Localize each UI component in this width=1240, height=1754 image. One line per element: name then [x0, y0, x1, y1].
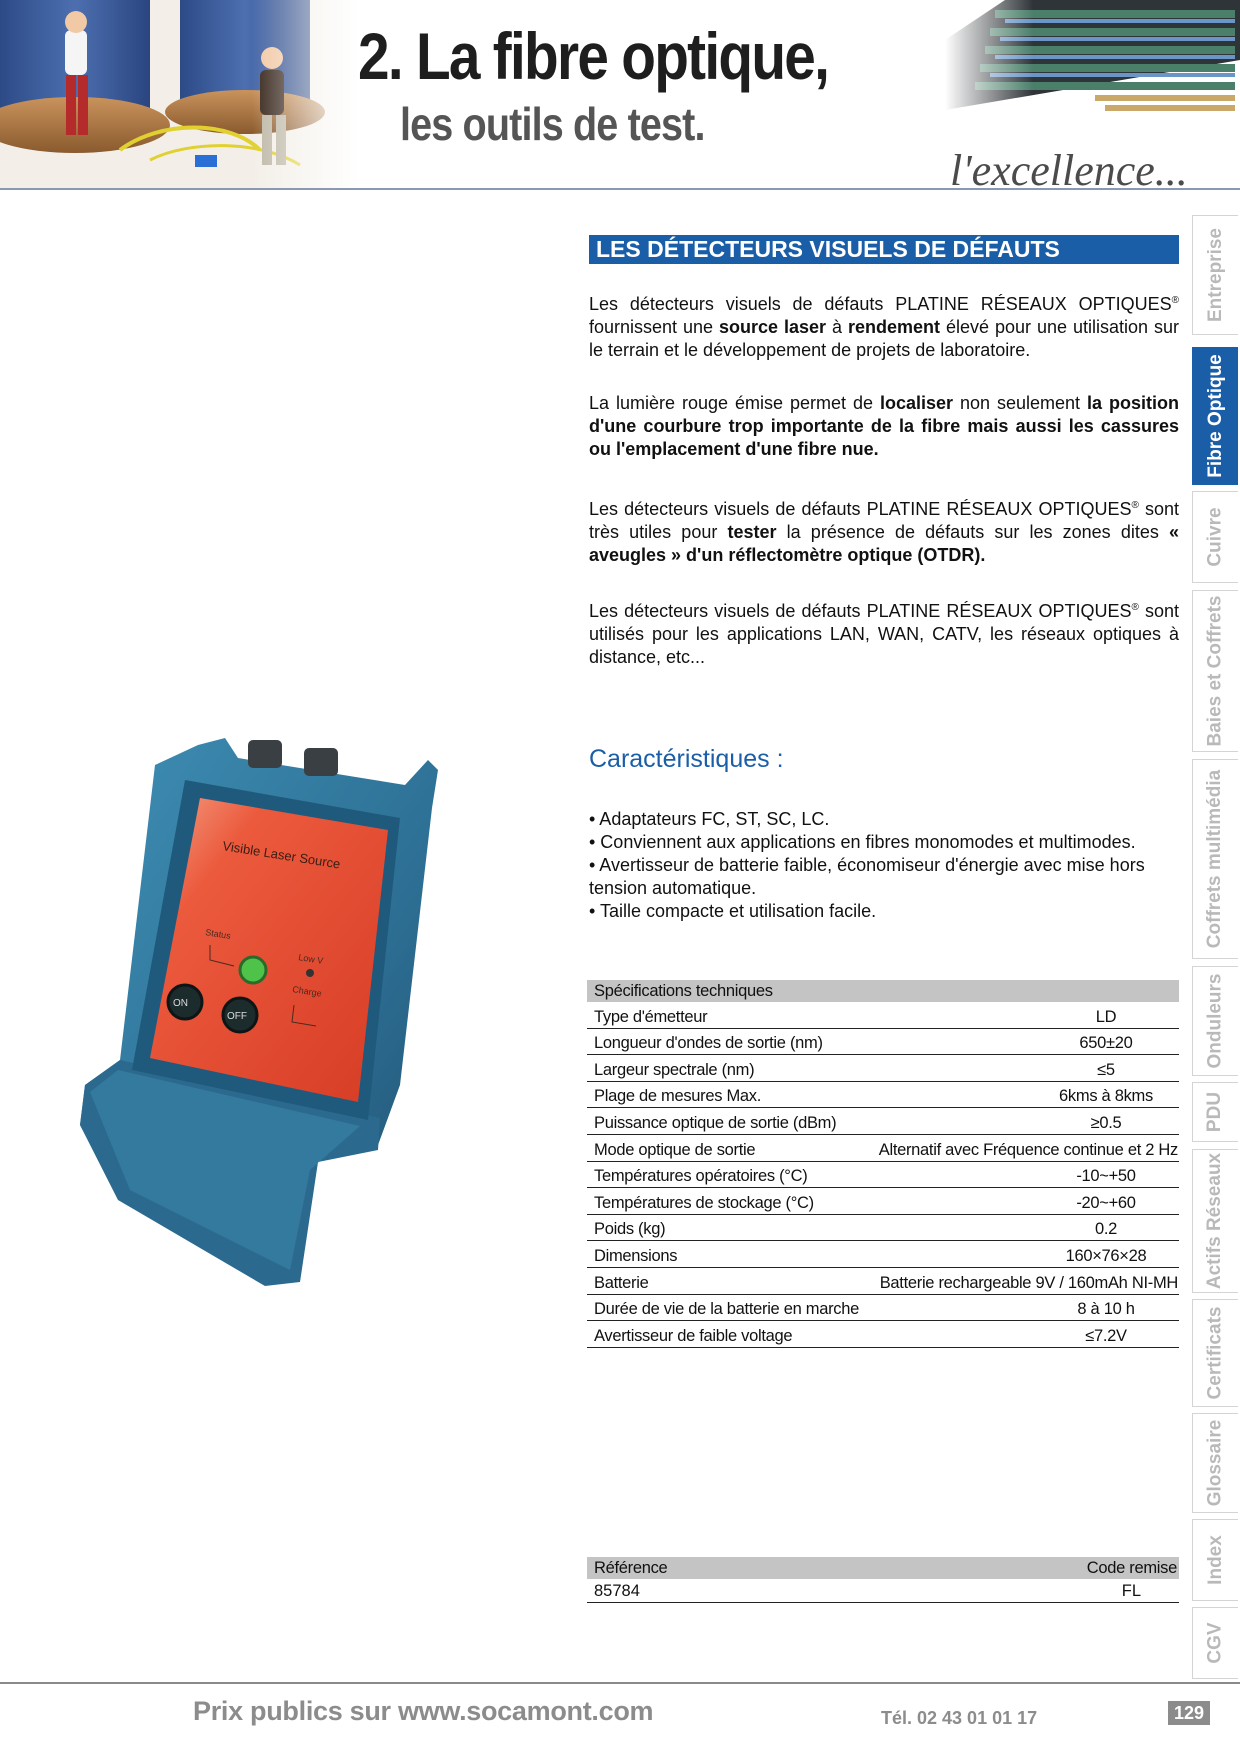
- table-row: Mode optique de sortie Alternatif avec Fréquence continue et 2 Hz: [587, 1135, 1179, 1162]
- spec-table: [587, 980, 1179, 1348]
- tab-onduleurs[interactable]: Onduleurs: [1192, 966, 1238, 1076]
- page-number: 129: [1168, 1701, 1210, 1725]
- reference-table: [587, 1557, 1179, 1603]
- table-row: Puissance optique de sortie (dBm) ≥0.5: [587, 1108, 1179, 1135]
- status-label: Status: [204, 927, 232, 941]
- footer-rule: [0, 1682, 1240, 1684]
- table-row: Poids (kg) 0.2: [587, 1215, 1179, 1242]
- code-value: FL: [1121, 1582, 1141, 1600]
- status-led-icon: [240, 957, 266, 983]
- section-heading: LES DÉTECTEURS VISUELS DE DÉFAUTS: [589, 235, 1179, 264]
- feature-item: • Taille compacte et utilisation facile.: [589, 901, 877, 921]
- svg-text:ON: ON: [173, 998, 188, 1009]
- table-row: Dimensions 160×76×28: [587, 1241, 1179, 1268]
- reference-value: 85784: [594, 1582, 640, 1600]
- tab-pdu[interactable]: PDU: [1192, 1082, 1238, 1142]
- connector-port: [248, 740, 282, 768]
- svg-text:OFF: OFF: [227, 1011, 247, 1022]
- page-header: [0, 0, 1240, 195]
- tab-cgv[interactable]: CGV: [1192, 1607, 1238, 1679]
- feature-item: • Adaptateurs FC, ST, SC, LC.: [589, 809, 830, 829]
- tab-fibre-optique[interactable]: Fibre Optique: [1192, 347, 1238, 485]
- reference-column-label: Référence: [594, 1559, 668, 1577]
- table-row: Températures de stockage (°C) -20~+60: [587, 1188, 1179, 1215]
- visual-fault-locator-photo: [60, 730, 520, 1290]
- tab-entreprise[interactable]: Entreprise: [1192, 215, 1238, 335]
- intro-paragraph-1: Les détecteurs visuels de défauts PLATINE RÉSEAUX OPTIQUES® fournissent une source laser à rendement élevé pour une utilisation sur le terrain et le développement de projets de laboratoire.: [589, 294, 1179, 360]
- footer-phone: Tél. 02 43 01 01 17: [881, 1708, 1038, 1728]
- footer-prices-link[interactable]: Prix publics sur www.socamont.com: [193, 1696, 654, 1726]
- page-title: 2. La fibre optique,: [358, 19, 829, 93]
- spec-table-header: Spécifications techniques: [587, 980, 1179, 1002]
- tab-certificats[interactable]: Certificats: [1192, 1299, 1238, 1407]
- tab-cuivre[interactable]: Cuivre: [1192, 491, 1238, 583]
- low-v-led-icon: [306, 969, 314, 977]
- connector-port: [304, 748, 338, 776]
- table-row: Type d'émetteur LD: [587, 1002, 1179, 1029]
- intro-paragraph-4: Les détecteurs visuels de défauts PLATINE RÉSEAUX OPTIQUES® sont utilisés pour les applications LAN, WAN, CATV, les réseaux optiques à distance, etc...: [589, 601, 1179, 667]
- table-row: [587, 1579, 1179, 1603]
- tab-actifs-reseaux[interactable]: Actifs Réseaux: [1192, 1149, 1238, 1293]
- charge-label: Charge: [291, 984, 323, 999]
- page-subtitle: les outils de test.: [400, 98, 705, 150]
- table-row: Largeur spectrale (nm) ≤5: [587, 1055, 1179, 1082]
- intro-paragraph-3: Les détecteurs visuels de défauts PLATINE RÉSEAUX OPTIQUES® sont très utiles pour tester la présence de défauts sur les zones dites « aveugles » d'un réflectomètre optique (OTDR).: [589, 499, 1179, 565]
- intro-paragraph-2: La lumière rouge émise permet de localiser non seulement la position d'une courbure trop importante de la fibre mais aussi les cassures ou l'emplacement d'une fibre nue.: [589, 393, 1180, 459]
- tab-glossaire[interactable]: Glossaire: [1192, 1413, 1238, 1513]
- feature-item: • Conviennent aux applications en fibres monomodes et multimodes.: [589, 832, 1136, 852]
- features-heading: Caractéristiques :: [589, 745, 784, 773]
- device-label: Visible Laser Source: [221, 838, 342, 872]
- features-list: [589, 808, 1189, 923]
- code-column-label: Code remise: [1086, 1559, 1177, 1577]
- reference-table-header: [587, 1557, 1179, 1579]
- table-row: Batterie Batterie rechargeable 9V / 160mAh NI-MH: [587, 1268, 1179, 1295]
- tagline: l'excellence...: [950, 146, 1188, 195]
- header-photo-children-cable-reels: [0, 0, 360, 190]
- table-row: Plage de mesures Max. 6kms à 8kms: [587, 1082, 1179, 1109]
- tab-coffrets-multimedia[interactable]: Coffrets multimédia: [1192, 759, 1238, 959]
- table-row: Avertisseur de faible voltage ≤7.2V: [587, 1321, 1179, 1348]
- table-row: Températures opératoires (°C) -10~+50: [587, 1162, 1179, 1189]
- tab-index[interactable]: Index: [1192, 1519, 1238, 1601]
- low-v-label: Low V: [297, 952, 324, 966]
- tab-baies-et-coffrets[interactable]: Baies et Coffrets: [1192, 590, 1238, 752]
- feature-item: • Avertisseur de batterie faible, économiseur d'énergie avec mise hors tension automatique.: [589, 855, 1145, 898]
- table-row: Durée de vie de la batterie en marche 8 à 10 h: [587, 1295, 1179, 1322]
- table-row: Longueur d'ondes de sortie (nm) 650±20: [587, 1029, 1179, 1056]
